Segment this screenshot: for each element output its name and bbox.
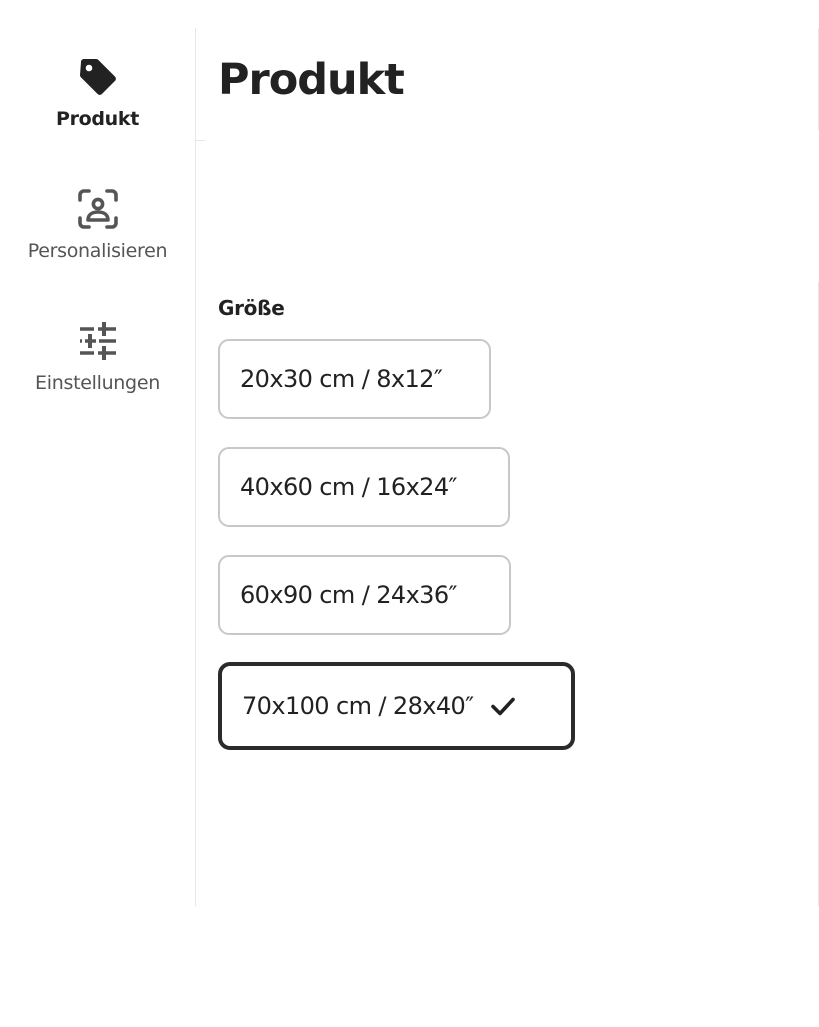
size-option[interactable]: [218, 447, 510, 527]
sliders-icon: [75, 318, 121, 364]
size-option[interactable]: [218, 339, 491, 419]
checkmark-icon: [488, 691, 518, 721]
size-option-selected[interactable]: [218, 662, 575, 750]
page-title: Produkt: [218, 55, 404, 105]
sidebar-item-produkt[interactable]: [0, 54, 195, 132]
size-option-label: 40x60 cm / 16x24″: [240, 473, 457, 501]
size-option-label: 20x30 cm / 8x12″: [240, 365, 443, 393]
size-option-label: 70x100 cm / 28x40″: [242, 692, 474, 720]
sidebar-item-label: Produkt: [55, 108, 140, 130]
size-section-label: Größe: [218, 296, 285, 320]
divider: [195, 140, 205, 141]
sidebar-item-personalisieren[interactable]: [0, 186, 195, 264]
tag-icon: [75, 54, 121, 100]
person-frame-icon: [75, 186, 121, 232]
sidebar-item-label: Einstellungen: [35, 372, 160, 394]
sidebar: [0, 28, 196, 906]
sidebar-item-einstellungen[interactable]: [0, 318, 195, 396]
sidebar-item-label: Personalisieren: [27, 240, 168, 262]
size-option[interactable]: [218, 555, 511, 635]
size-option-label: 60x90 cm / 24x36″: [240, 581, 457, 609]
